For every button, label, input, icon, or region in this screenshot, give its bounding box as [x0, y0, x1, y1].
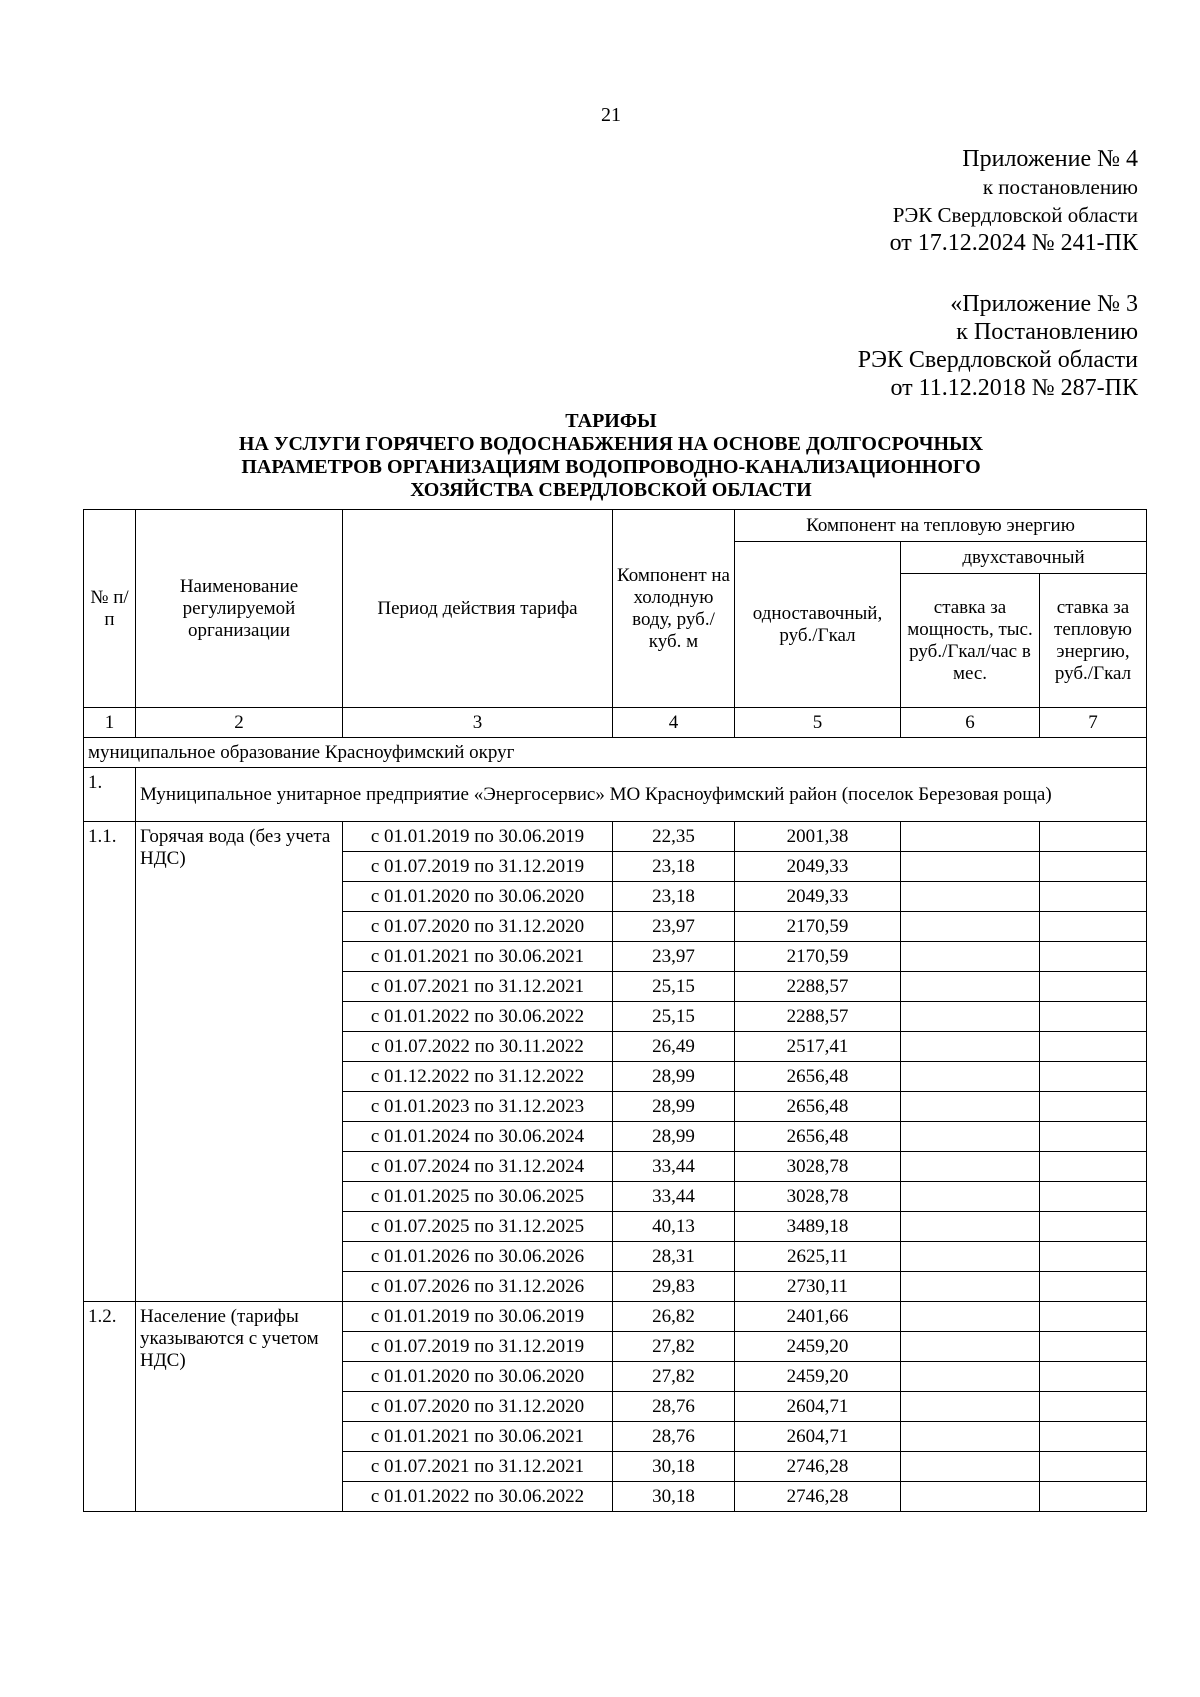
- single-rate-cell: 2459,20: [735, 1332, 901, 1362]
- energy-rate-cell: [1040, 882, 1147, 912]
- single-rate-cell: 2288,57: [735, 1002, 901, 1032]
- period-cell: с 01.07.2024 по 31.12.2024: [343, 1152, 613, 1182]
- column-number: 4: [613, 708, 735, 738]
- cold-water-cell: 33,44: [613, 1182, 735, 1212]
- header-num: № п/п: [84, 510, 136, 708]
- header-two-part: двухставочный: [901, 542, 1147, 574]
- organization-name: Муниципальное унитарное предприятие «Энергосервис» МО Красноуфимский район (поселок Березовая роща): [136, 768, 1147, 822]
- capacity-rate-cell: [901, 1122, 1040, 1152]
- single-rate-cell: 3489,18: [735, 1212, 901, 1242]
- title-line1: ТАРИФЫ: [565, 410, 657, 432]
- header-capacity-rate: ставка за мощность, тыс. руб./Гкал/час в мес.: [901, 574, 1040, 708]
- appendix-3-line1: «Приложение № 3: [950, 291, 1138, 317]
- cold-water-cell: 23,97: [613, 942, 735, 972]
- cold-water-cell: 23,18: [613, 852, 735, 882]
- capacity-rate-cell: [901, 1242, 1040, 1272]
- energy-rate-cell: [1040, 972, 1147, 1002]
- capacity-rate-cell: [901, 1062, 1040, 1092]
- organization-num: 1.: [84, 768, 136, 822]
- appendix-4-line1: Приложение № 4: [962, 146, 1138, 172]
- period-cell: с 01.07.2021 по 31.12.2021: [343, 1452, 613, 1482]
- appendix-3-line3: РЭК Свердловской области: [857, 347, 1138, 373]
- single-rate-cell: 3028,78: [735, 1152, 901, 1182]
- period-cell: с 01.01.2024 по 30.06.2024: [343, 1122, 613, 1152]
- capacity-rate-cell: [901, 1422, 1040, 1452]
- capacity-rate-cell: [901, 1182, 1040, 1212]
- group-num: 1.1.: [84, 822, 136, 1302]
- energy-rate-cell: [1040, 1182, 1147, 1212]
- period-cell: с 01.07.2020 по 31.12.2020: [343, 1392, 613, 1422]
- group-num: 1.2.: [84, 1302, 136, 1512]
- period-cell: с 01.01.2021 по 30.06.2021: [343, 942, 613, 972]
- capacity-rate-cell: [901, 1272, 1040, 1302]
- column-number: 5: [735, 708, 901, 738]
- capacity-rate-cell: [901, 1212, 1040, 1242]
- energy-rate-cell: [1040, 942, 1147, 972]
- single-rate-cell: 2625,11: [735, 1242, 901, 1272]
- cold-water-cell: 28,99: [613, 1122, 735, 1152]
- period-cell: с 01.01.2026 по 30.06.2026: [343, 1242, 613, 1272]
- capacity-rate-cell: [901, 1362, 1040, 1392]
- energy-rate-cell: [1040, 1152, 1147, 1182]
- capacity-rate-cell: [901, 822, 1040, 852]
- single-rate-cell: 2730,11: [735, 1272, 901, 1302]
- document-title: [0, 410, 1200, 502]
- single-rate-cell: 2656,48: [735, 1092, 901, 1122]
- single-rate-cell: 3028,78: [735, 1182, 901, 1212]
- cold-water-cell: 25,15: [613, 1002, 735, 1032]
- cold-water-cell: 26,49: [613, 1032, 735, 1062]
- energy-rate-cell: [1040, 1092, 1147, 1122]
- energy-rate-cell: [1040, 1242, 1147, 1272]
- period-cell: с 01.01.2020 по 30.06.2020: [343, 1362, 613, 1392]
- single-rate-cell: 2656,48: [735, 1122, 901, 1152]
- appendix-3-line2: к Постановлению: [956, 319, 1138, 345]
- cold-water-cell: 30,18: [613, 1482, 735, 1512]
- appendix-4-line2: к постановлению: [982, 175, 1138, 199]
- column-number: 1: [84, 708, 136, 738]
- capacity-rate-cell: [901, 942, 1040, 972]
- period-cell: с 01.01.2025 по 30.06.2025: [343, 1182, 613, 1212]
- single-rate-cell: 2170,59: [735, 942, 901, 972]
- single-rate-cell: 2517,41: [735, 1032, 901, 1062]
- energy-rate-cell: [1040, 1362, 1147, 1392]
- appendix-3-header: [858, 290, 1138, 402]
- title-line3: ПАРАМЕТРОВ ОРГАНИЗАЦИЯМ ВОДОПРОВОДНО-КАНАЛИЗАЦИОННОГО: [241, 456, 981, 478]
- capacity-rate-cell: [901, 912, 1040, 942]
- single-rate-cell: 2604,71: [735, 1422, 901, 1452]
- capacity-rate-cell: [901, 1002, 1040, 1032]
- capacity-rate-cell: [901, 1302, 1040, 1332]
- header-thermal: Компонент на тепловую энергию: [735, 510, 1147, 542]
- capacity-rate-cell: [901, 1332, 1040, 1362]
- period-cell: с 01.07.2020 по 31.12.2020: [343, 912, 613, 942]
- cold-water-cell: 28,76: [613, 1392, 735, 1422]
- tariffs-table: [83, 509, 1147, 1512]
- column-number: 6: [901, 708, 1040, 738]
- table-row: [84, 822, 1147, 852]
- single-rate-cell: 2049,33: [735, 852, 901, 882]
- capacity-rate-cell: [901, 852, 1040, 882]
- capacity-rate-cell: [901, 1482, 1040, 1512]
- cold-water-cell: 23,18: [613, 882, 735, 912]
- cold-water-cell: 27,82: [613, 1332, 735, 1362]
- period-cell: с 01.01.2023 по 31.12.2023: [343, 1092, 613, 1122]
- cold-water-cell: 27,82: [613, 1362, 735, 1392]
- period-cell: с 01.01.2022 по 30.06.2022: [343, 1482, 613, 1512]
- energy-rate-cell: [1040, 822, 1147, 852]
- period-cell: с 01.01.2019 по 30.06.2019: [343, 822, 613, 852]
- single-rate-cell: 2049,33: [735, 882, 901, 912]
- municipality-row: [84, 738, 1147, 768]
- appendix-4-line3: РЭК Свердловской области: [892, 203, 1138, 227]
- cold-water-cell: 40,13: [613, 1212, 735, 1242]
- period-cell: с 01.01.2022 по 30.06.2022: [343, 1002, 613, 1032]
- single-rate-cell: 2604,71: [735, 1392, 901, 1422]
- title-line2: НА УСЛУГИ ГОРЯЧЕГО ВОДОСНАБЖЕНИЯ НА ОСНОВЕ ДОЛГОСРОЧНЫХ: [238, 433, 984, 455]
- appendix-4-line4: от 17.12.2024 № 241-ПК: [889, 230, 1138, 256]
- single-rate-cell: 2170,59: [735, 912, 901, 942]
- period-cell: с 01.07.2019 по 31.12.2019: [343, 1332, 613, 1362]
- capacity-rate-cell: [901, 1452, 1040, 1482]
- title-line4: ХОЗЯЙСТВА СВЕРДЛОВСКОЙ ОБЛАСТИ: [410, 479, 812, 501]
- energy-rate-cell: [1040, 1212, 1147, 1242]
- energy-rate-cell: [1040, 1062, 1147, 1092]
- single-rate-cell: 2001,38: [735, 822, 901, 852]
- energy-rate-cell: [1040, 1002, 1147, 1032]
- header-cold-water: Компонент на холодную воду, руб./куб. м: [613, 510, 735, 708]
- energy-rate-cell: [1040, 1452, 1147, 1482]
- energy-rate-cell: [1040, 852, 1147, 882]
- header-organization: Наименование регулируемой организации: [136, 510, 343, 708]
- period-cell: с 01.07.2025 по 31.12.2025: [343, 1212, 613, 1242]
- cold-water-cell: 23,97: [613, 912, 735, 942]
- cold-water-cell: 22,35: [613, 822, 735, 852]
- capacity-rate-cell: [901, 1392, 1040, 1422]
- single-rate-cell: 2459,20: [735, 1362, 901, 1392]
- appendix-3-line4: от 11.12.2018 № 287-ПК: [890, 375, 1138, 401]
- cold-water-cell: 33,44: [613, 1152, 735, 1182]
- appendix-4-header: [890, 145, 1138, 257]
- single-rate-cell: 2746,28: [735, 1452, 901, 1482]
- cold-water-cell: 28,99: [613, 1062, 735, 1092]
- cold-water-cell: 28,31: [613, 1242, 735, 1272]
- cold-water-cell: 30,18: [613, 1452, 735, 1482]
- header-single-rate: одноставочный, руб./Гкал: [735, 542, 901, 708]
- header-energy-rate: ставка за тепловую энергию, руб./Гкал: [1040, 574, 1147, 708]
- energy-rate-cell: [1040, 1392, 1147, 1422]
- energy-rate-cell: [1040, 1032, 1147, 1062]
- column-number: 3: [343, 708, 613, 738]
- capacity-rate-cell: [901, 1152, 1040, 1182]
- energy-rate-cell: [1040, 1482, 1147, 1512]
- column-number: 2: [136, 708, 343, 738]
- organization-row: [84, 768, 1147, 822]
- period-cell: с 01.12.2022 по 31.12.2022: [343, 1062, 613, 1092]
- energy-rate-cell: [1040, 912, 1147, 942]
- energy-rate-cell: [1040, 1272, 1147, 1302]
- energy-rate-cell: [1040, 1122, 1147, 1152]
- capacity-rate-cell: [901, 972, 1040, 1002]
- period-cell: с 01.07.2021 по 31.12.2021: [343, 972, 613, 1002]
- cold-water-cell: 28,99: [613, 1092, 735, 1122]
- cold-water-cell: 26,82: [613, 1302, 735, 1332]
- cold-water-cell: 25,15: [613, 972, 735, 1002]
- period-cell: с 01.01.2021 по 30.06.2021: [343, 1422, 613, 1452]
- energy-rate-cell: [1040, 1422, 1147, 1452]
- capacity-rate-cell: [901, 882, 1040, 912]
- single-rate-cell: 2288,57: [735, 972, 901, 1002]
- single-rate-cell: 2746,28: [735, 1482, 901, 1512]
- cold-water-cell: 29,83: [613, 1272, 735, 1302]
- group-name: Население (тарифы указываются с учетом НДС): [136, 1302, 343, 1512]
- municipality-name: муниципальное образование Красноуфимский округ: [84, 738, 1147, 768]
- capacity-rate-cell: [901, 1032, 1040, 1062]
- single-rate-cell: 2656,48: [735, 1062, 901, 1092]
- period-cell: с 01.01.2020 по 30.06.2020: [343, 882, 613, 912]
- period-cell: с 01.07.2019 по 31.12.2019: [343, 852, 613, 882]
- group-name: Горячая вода (без учета НДС): [136, 822, 343, 1302]
- single-rate-cell: 2401,66: [735, 1302, 901, 1332]
- cold-water-cell: 28,76: [613, 1422, 735, 1452]
- column-numbers-row: [84, 708, 1147, 738]
- energy-rate-cell: [1040, 1332, 1147, 1362]
- period-cell: с 01.01.2019 по 30.06.2019: [343, 1302, 613, 1332]
- capacity-rate-cell: [901, 1092, 1040, 1122]
- period-cell: с 01.07.2022 по 30.11.2022: [343, 1032, 613, 1062]
- period-cell: с 01.07.2026 по 31.12.2026: [343, 1272, 613, 1302]
- column-number: 7: [1040, 708, 1147, 738]
- page-number: 21: [601, 104, 621, 126]
- energy-rate-cell: [1040, 1302, 1147, 1332]
- header-period: Период действия тарифа: [343, 510, 613, 708]
- table-row: [84, 1302, 1147, 1332]
